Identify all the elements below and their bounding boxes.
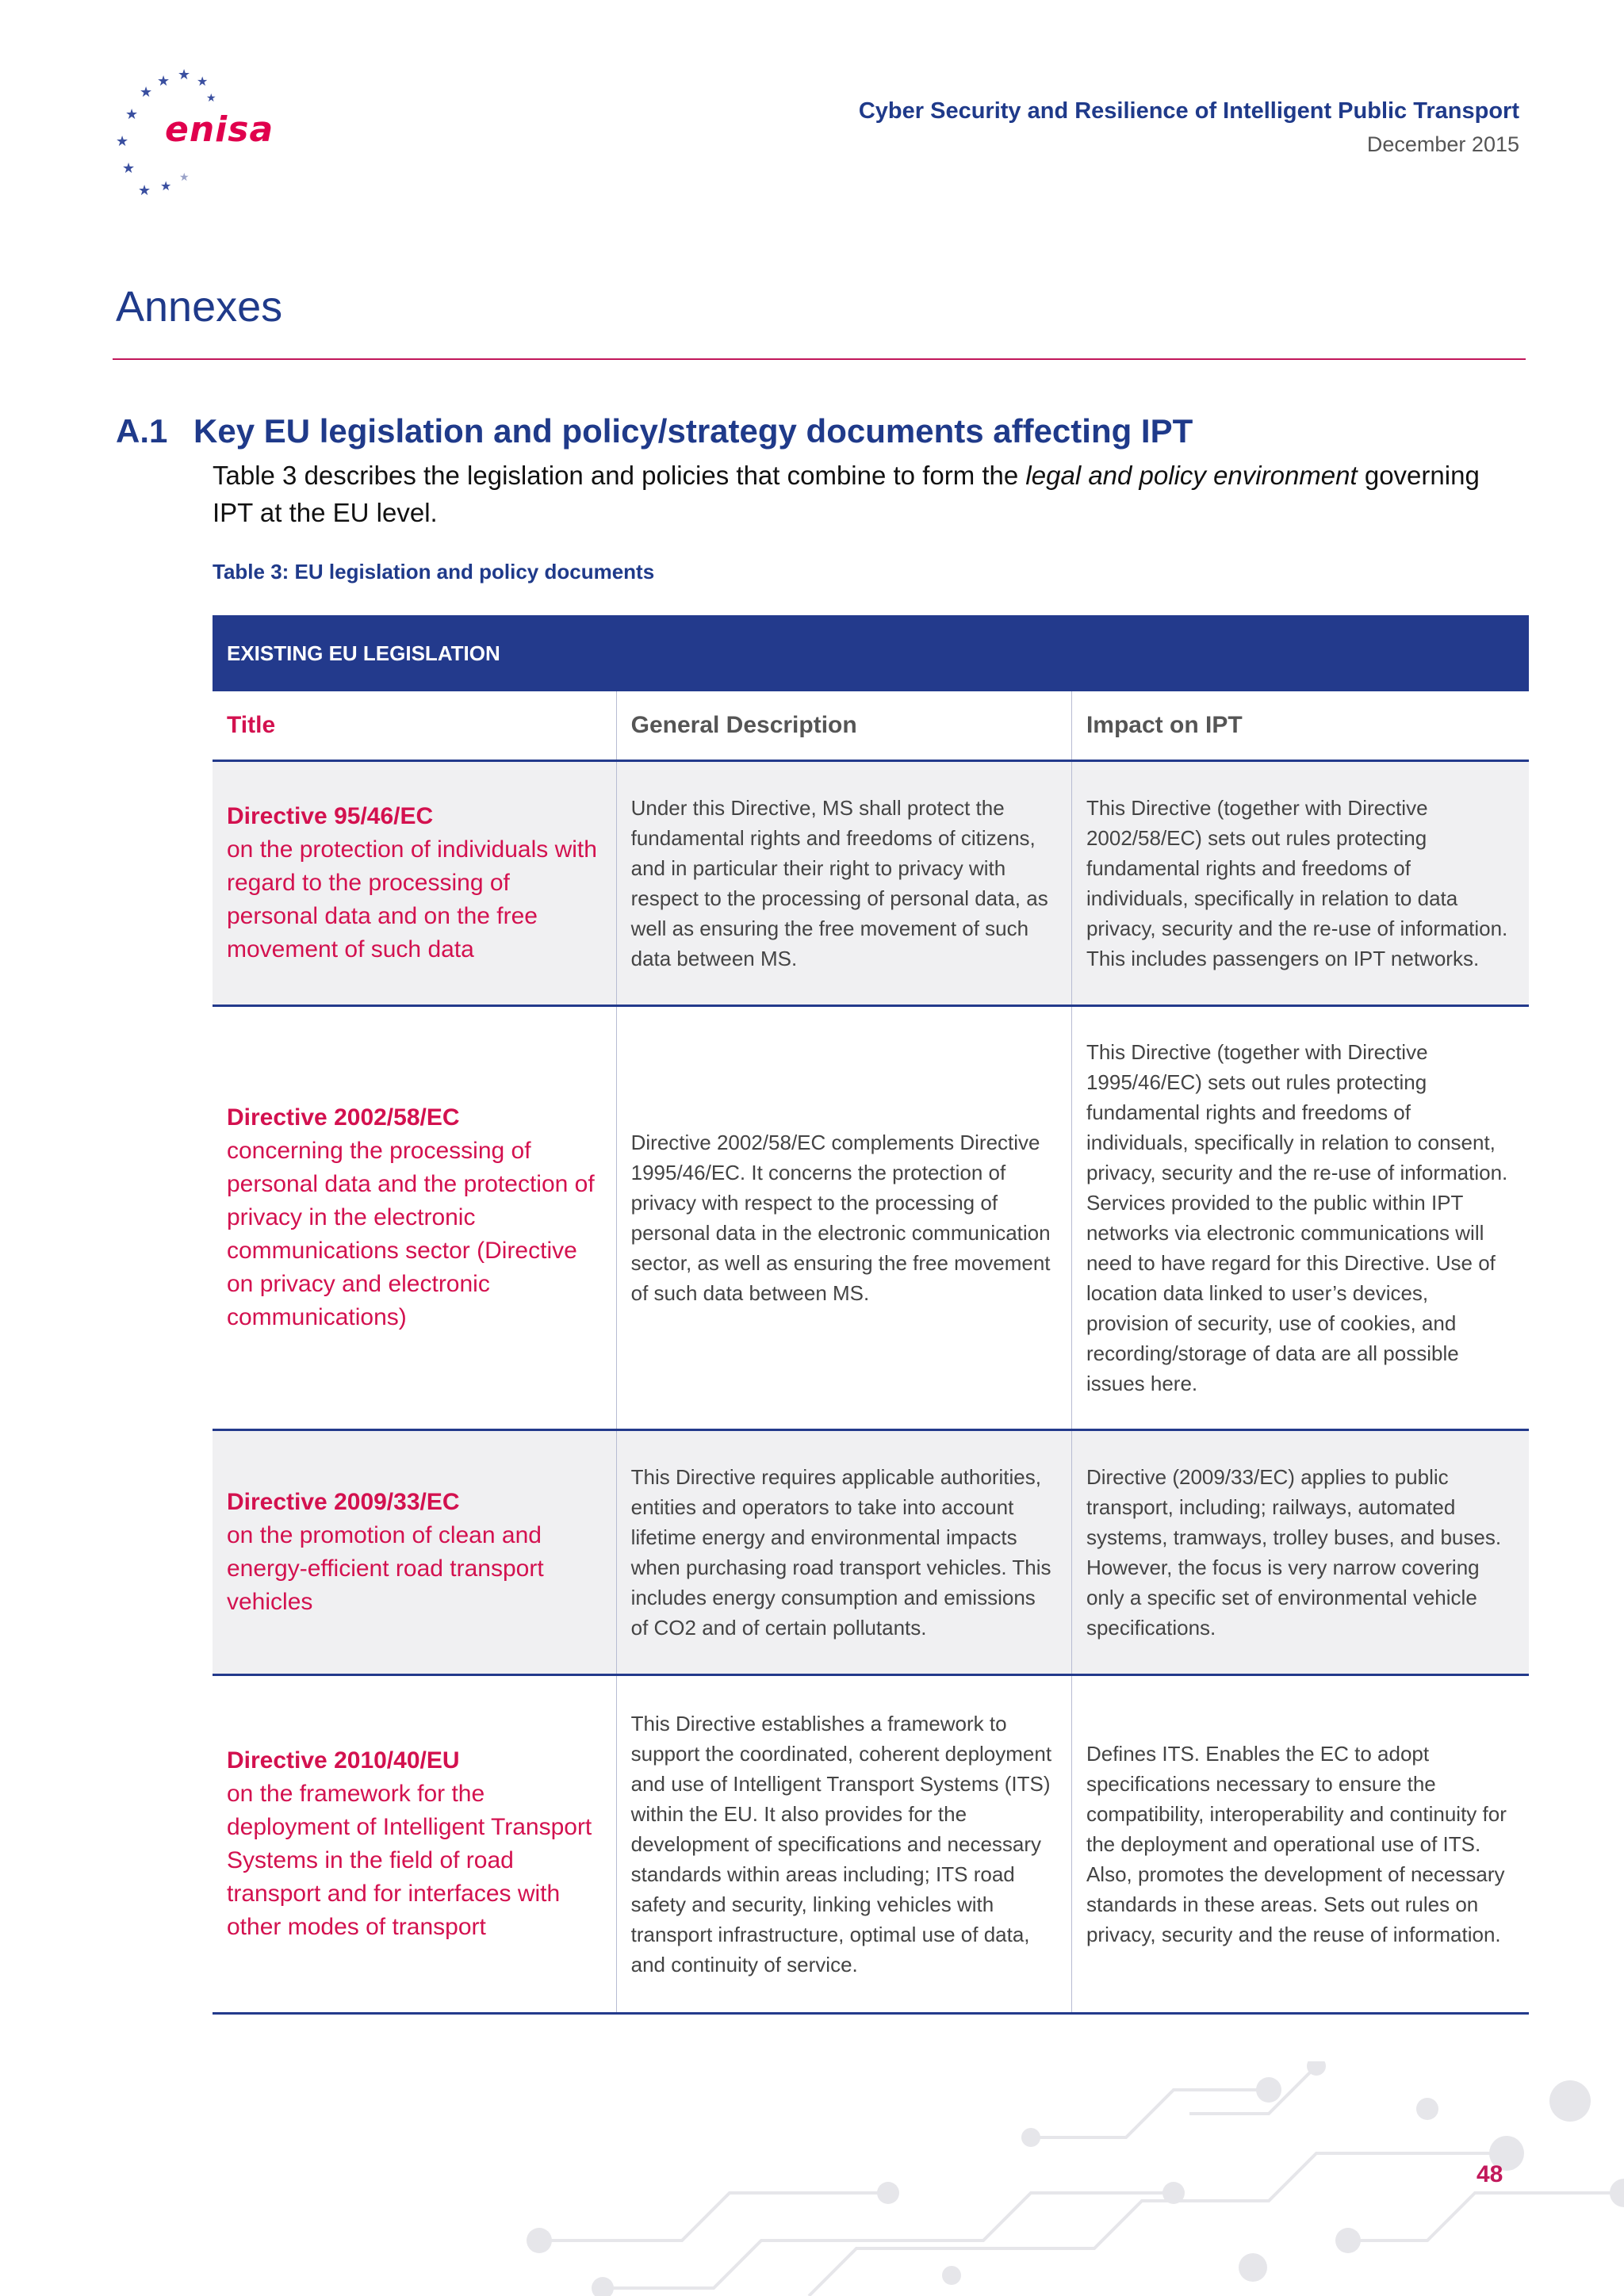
svg-text:★: ★ (138, 182, 151, 199)
section-number: A.1 (116, 412, 168, 450)
table-row (213, 1006, 1529, 1430)
svg-text:★: ★ (160, 178, 172, 193)
directive-id: Directive 2002/58/EC (227, 1104, 460, 1131)
impact-cell: Directive (2009/33/EC) applies to public transport, including; railways, automated systems, tramways, trolley buses, and buses. However, the focus is very narrow covering only a specific set of environmental vehicle specifications. (1071, 1430, 1529, 1675)
column-header-description: General Description (616, 691, 1071, 761)
directive-title-cell (213, 761, 616, 1006)
directive-title-cell (213, 1430, 616, 1675)
chapter-title: Annexes (116, 283, 283, 331)
document-date: December 2015 (1366, 132, 1519, 156)
directive-subject: on the promotion of clean and energy-efficient road transport vehicles (227, 1522, 544, 1615)
intro-text-end: governing IPT at the EU level. (213, 461, 1480, 527)
directive-subject: on the framework for the deployment of Intelligent Transport Systems in the field of road transport and for interfaces with other modes of transport (227, 1781, 592, 1940)
page-number: 48 (1477, 2161, 1503, 2187)
table-row (213, 761, 1529, 1006)
description-cell: Directive 2002/58/EC complements Directive 1995/46/EC. It concerns the protection of privacy with respect to the processing of personal data in the electronic communication sector, as well as ensuring the free movement of such data between MS. (616, 1006, 1071, 1430)
document-header (859, 98, 1519, 157)
svg-text:★: ★ (206, 92, 216, 105)
svg-text:★: ★ (125, 106, 139, 123)
intro-emphasis: legal and policy environment (1025, 461, 1358, 490)
document-title: Cyber Security and Resilience of Intelligent Public Transport (858, 98, 1519, 124)
section-heading (116, 412, 1193, 450)
directive-subject: concerning the processing of personal data and the protection of privacy in the electronic communications sector (Directive on privacy and electronic communications) (227, 1138, 595, 1330)
directive-id: Directive 95/46/EC (227, 803, 434, 829)
column-header-title: Title (213, 691, 616, 761)
svg-text:★: ★ (122, 160, 136, 177)
description-cell: Under this Directive, MS shall protect the fundamental rights and freedoms of citizens, and in particular their right to privacy with respect to the processing of personal data, as well as ensuring the free movement of such data between MS. (616, 761, 1071, 1006)
impact-cell: Defines ITS. Enables the EC to adopt specifications necessary to ensure the compatibility, interoperability and continuity for the deployment and operational use of ITS. Also, promotes the development of necessary standards in these areas. Sets out rules on privacy, security and the reuse of information. (1071, 1675, 1529, 2014)
section-title: Key EU legislation and policy/strategy documents affecting IPT (193, 412, 1193, 450)
svg-text:★: ★ (140, 84, 153, 101)
svg-text:★: ★ (178, 67, 191, 83)
intro-text-start: Table 3 describes the legislation and policies that combine to form the (213, 461, 1026, 490)
svg-text:★: ★ (197, 74, 209, 89)
impact-cell: This Directive (together with Directive 2002/58/EC) sets out rules protecting fundamental rights and freedoms of individuals, specifically in relation to data privacy, security and the re-use of information. This includes passengers on IPT networks. (1071, 761, 1529, 1006)
legislation-table (213, 615, 1529, 2015)
circuit-decoration (476, 2061, 1624, 2296)
directive-title-cell (213, 1006, 616, 1430)
table-caption: Table 3: EU legislation and policy documents (213, 560, 655, 584)
table-band-label: EXISTING EU LEGISLATION (213, 615, 1529, 691)
logo-wordmark: enisa (165, 109, 274, 150)
table-band-row (213, 615, 1529, 691)
table-row (213, 1675, 1529, 2014)
svg-text:★: ★ (179, 171, 190, 184)
svg-text:★: ★ (157, 73, 170, 90)
directive-id: Directive 2010/40/EU (227, 1747, 460, 1774)
table-row (213, 1430, 1529, 1675)
table-header-row (213, 691, 1529, 761)
directive-id: Directive 2009/33/EC (227, 1489, 460, 1515)
directive-title-cell (213, 1675, 616, 2014)
enisa-logo (111, 63, 274, 206)
chapter-divider (113, 358, 1526, 360)
intro-paragraph (213, 457, 1513, 531)
directive-subject: on the protection of individuals with regard to the processing of personal data and on the free movement of such data (227, 836, 597, 962)
column-header-impact: Impact on IPT (1071, 691, 1529, 761)
svg-text:★: ★ (116, 133, 129, 150)
description-cell: This Directive requires applicable authorities, entities and operators to take into account lifetime energy and environmental impacts when purchasing road transport vehicles. This includes energy consumption and emissions of CO2 and of certain pollutants. (616, 1430, 1071, 1675)
impact-cell: This Directive (together with Directive 1995/46/EC) sets out rules protecting fundamental rights and freedoms of individuals, specifically in relation to consent, privacy, security and the re-use of information. Services provided to the public within IPT networks via electronic communications will need to have regard for this Directive. Use of location data linked to user’s devices, provision of security, use of cookies, and recording/storage of data are all possible issues here. (1071, 1006, 1529, 1430)
description-cell: This Directive establishes a framework to support the coordinated, coherent deployment and use of Intelligent Transport Systems (ITS) within the EU. It also provides for the development of specifications and necessary standards within areas including; ITS road safety and security, linking vehicles with transport infrastructure, optimal use of data, and continuity of service. (616, 1675, 1071, 2014)
